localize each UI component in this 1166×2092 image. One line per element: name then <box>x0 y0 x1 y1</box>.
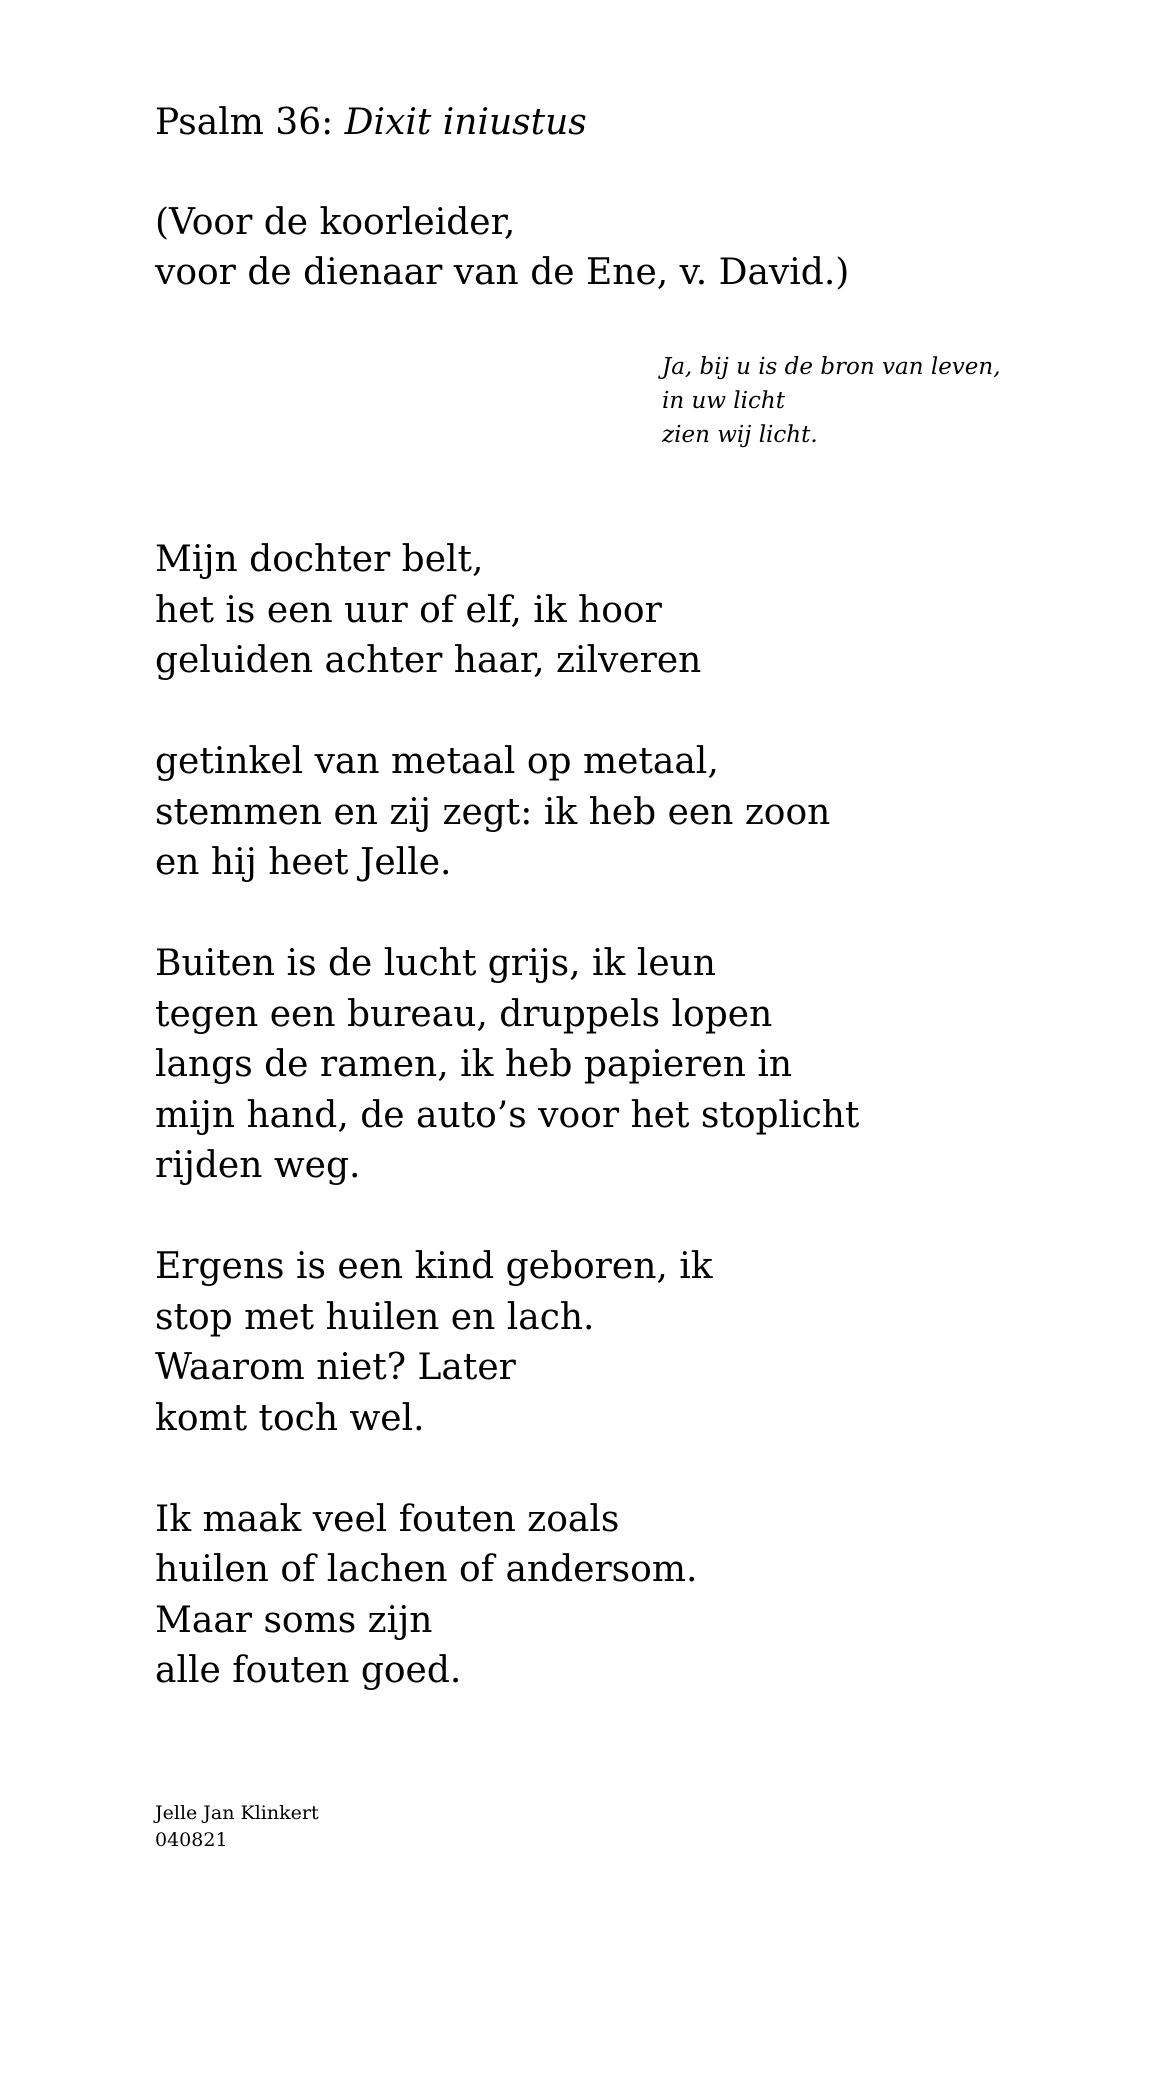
poem-title <box>155 98 587 148</box>
poem-line: rijden weg. <box>155 1145 361 1186</box>
author-name: Jelle Jan Klinkert <box>155 1802 319 1824</box>
poem-line: en hij heet Jelle. <box>155 842 452 883</box>
dedication-line: voor de dienaar van de Ene, v. David.) <box>155 252 850 293</box>
stanza <box>155 939 859 1192</box>
poem-date: 040821 <box>155 1829 228 1851</box>
poem-line: langs de ramen, ik heb papieren in <box>155 1044 793 1085</box>
epigraph <box>662 350 1001 452</box>
poem-body <box>155 535 859 1747</box>
poem-line: Mijn dochter belt, <box>155 539 484 580</box>
stanza <box>155 1242 859 1444</box>
stanza <box>155 737 859 889</box>
epigraph-line: in uw licht <box>662 388 785 414</box>
epigraph-line: Ja, bij u is de bron van leven, <box>662 354 1001 380</box>
stanza <box>155 1495 859 1697</box>
poem-line: alle fouten goed. <box>155 1650 462 1691</box>
signature <box>155 1800 319 1854</box>
poem-line: Ik maak veel fouten zoals <box>155 1498 620 1540</box>
poem-line: Buiten is de lucht grijs, ik leun <box>155 943 716 984</box>
poem-line: Maar soms zijn <box>155 1599 433 1641</box>
poem-line: geluiden achter haar, zilveren <box>155 640 702 681</box>
epigraph-line: zien wij licht. <box>662 422 818 448</box>
title-prefix: Psalm 36: <box>155 102 345 143</box>
poem-line: mijn hand, de auto’s voor het stoplicht <box>155 1094 860 1136</box>
poem-line: komt toch wel. <box>155 1397 425 1439</box>
poem-line: stemmen en zij zegt: ik heb een zoon <box>155 791 831 833</box>
poem-line: tegen een bureau, druppels lopen <box>155 993 773 1035</box>
poem-line: Ergens is een kind geboren, ik <box>155 1246 713 1287</box>
title-latin: Dixit iniustus <box>344 102 587 143</box>
poem-line: het is een uur of elf, ik hoor <box>155 589 662 631</box>
stanza <box>155 535 859 687</box>
poem-line: getinkel van metaal op metaal, <box>155 741 719 782</box>
poem-line: Waarom niet? Later <box>155 1347 516 1388</box>
dedication <box>155 198 849 298</box>
poem-line: huilen of lachen of andersom. <box>155 1549 698 1590</box>
poem-line: stop met huilen en lach. <box>155 1296 595 1338</box>
dedication-line: (Voor de koorleider, <box>155 202 516 243</box>
